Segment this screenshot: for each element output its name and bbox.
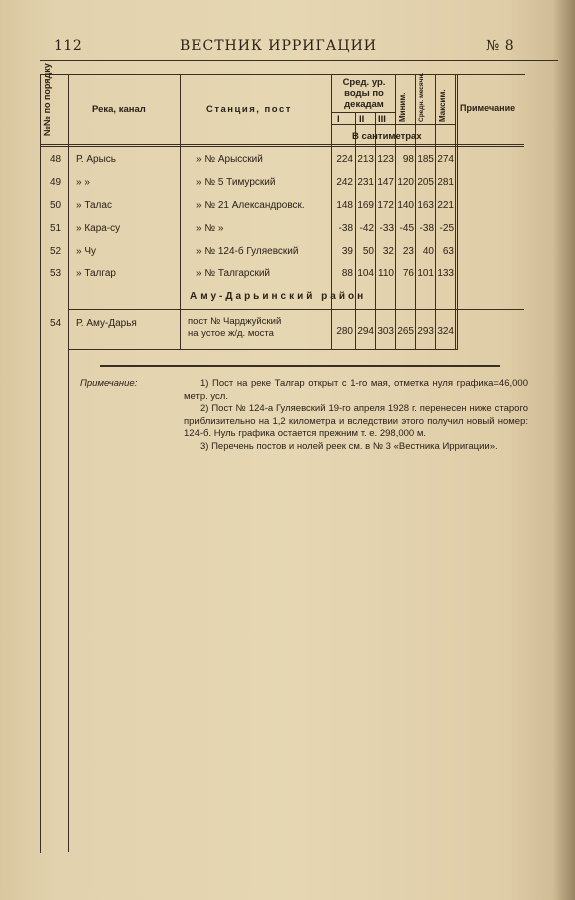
row-decade-2: 231	[357, 177, 374, 188]
header-decade-1: I	[337, 114, 340, 125]
row-station: » № 124-б Гуляевский	[196, 246, 299, 257]
row-decade-3: 123	[377, 154, 394, 165]
row-maximum: 63	[442, 246, 454, 257]
row-decade-3: 172	[377, 200, 394, 211]
row-minimum: 120	[397, 177, 414, 188]
row-minimum: 76	[402, 268, 414, 279]
header-bottom-rule	[40, 146, 524, 147]
row-maximum: 281	[437, 177, 454, 188]
note-1: 1) Пост на реке Талгар открыт с 1-го мая, отметка нуля графика=46,000 метр. усл.	[184, 378, 528, 402]
row-decade-3: 147	[377, 177, 394, 188]
row-number: 49	[50, 177, 62, 188]
row-decade-1: 88	[341, 268, 353, 279]
note-2: 2) Пост № 124-а Гуляевский 19-го апреля 1928 г. перенесен ниже старого приблизительно на 1,2 километра и вследствии этого получил новый номер: 124-б. Нуль графика остается прежним т. е. 298,000 м.	[184, 403, 528, 439]
row-monthly-average: 163	[417, 200, 434, 211]
row-54-river: Р. Аму-Дарья	[76, 318, 137, 329]
header-maximum: Максим.	[438, 89, 447, 122]
row-number: 52	[50, 246, 62, 257]
region-heading: Аму-Дарьинский район	[190, 291, 367, 302]
region-rule	[68, 309, 524, 310]
header-river: Река, канал	[92, 104, 146, 115]
header-monthly-average: Средн. месячн.	[418, 72, 425, 122]
row-station: » № »	[196, 223, 224, 234]
note-3: 3) Перечень постов и нолей реек см. в № 3 «Вестника Ирригации».	[200, 440, 498, 452]
header-note: Примечание	[460, 103, 516, 113]
header-minimum: Миним.	[398, 92, 407, 122]
row-54-decade-2: 294	[357, 326, 374, 337]
decade-rule	[331, 112, 395, 113]
header-units: В сантиметрах	[352, 131, 422, 142]
header-row-number: №№ по порядку	[42, 63, 52, 136]
row-river: » Талгар	[76, 268, 116, 279]
row-monthly-average: 40	[422, 246, 434, 257]
row-54-number: 54	[50, 318, 62, 329]
row-monthly-average: -38	[419, 223, 434, 234]
col-divider	[68, 74, 69, 852]
row-monthly-average: 205	[417, 177, 434, 188]
row-minimum: 98	[402, 154, 414, 165]
row-54-maximum: 324	[437, 326, 454, 337]
row-station: » № Талгарский	[196, 268, 270, 279]
row-station: » № 21 Александровск.	[196, 200, 305, 211]
header-decade-3: III	[378, 114, 386, 125]
row-river: » Кара-су	[76, 223, 121, 234]
row-number: 53	[50, 268, 62, 279]
issue-number: № 8	[486, 38, 515, 54]
row-decade-1: 224	[336, 154, 353, 165]
units-rule	[331, 124, 455, 125]
row-decade-2: 169	[357, 200, 374, 211]
header-station: Станция, пост	[206, 104, 292, 115]
row-maximum: 133	[437, 268, 454, 279]
header-rule	[40, 60, 558, 61]
row-station: » № 5 Тимурский	[196, 177, 276, 188]
row-minimum: -45	[399, 223, 414, 234]
row-maximum: 274	[437, 154, 454, 165]
row-number: 51	[50, 223, 62, 234]
table-end-rule	[68, 349, 457, 350]
row-decade-3: 32	[382, 246, 394, 257]
notes-separator	[100, 365, 500, 367]
row-decade-1: 148	[336, 200, 353, 211]
row-river: » Чу	[76, 246, 97, 257]
row-decade-1: -38	[338, 223, 353, 234]
notes-label: Примечание:	[80, 378, 138, 389]
header-decade-2: II	[359, 114, 365, 125]
notes-body	[184, 378, 528, 453]
row-minimum: 140	[397, 200, 414, 211]
row-decade-1: 39	[341, 246, 353, 257]
header-bottom-rule	[40, 144, 524, 145]
row-54-station-line2: на устое ж/д. моста	[188, 328, 274, 339]
row-river: Р. Арысь	[76, 154, 116, 165]
row-decade-2: -42	[359, 223, 374, 234]
book-spine-shadow	[553, 0, 575, 900]
row-54-station-line1: пост № Чарджуйский	[188, 316, 282, 327]
row-54-decade-1: 280	[336, 326, 353, 337]
row-minimum: 23	[402, 246, 414, 257]
row-decade-2: 50	[362, 246, 374, 257]
journal-title: ВЕСТНИК ИРРИГАЦИИ	[180, 38, 378, 54]
header-average-level: Сред. ур. воды по декадам	[342, 77, 386, 110]
row-river: » »	[76, 177, 90, 188]
page-number: 112	[54, 38, 83, 54]
row-maximum: -25	[439, 223, 454, 234]
row-54-decade-3: 303	[377, 326, 394, 337]
row-decade-3: -33	[379, 223, 394, 234]
row-decade-1: 242	[336, 177, 353, 188]
row-54-minimum: 265	[397, 326, 414, 337]
row-number: 50	[50, 200, 62, 211]
row-monthly-average: 101	[417, 268, 434, 279]
row-54-monthly-average: 293	[417, 326, 434, 337]
row-monthly-average: 185	[417, 154, 434, 165]
row-river: » Талас	[76, 200, 112, 211]
row-decade-2: 104	[357, 268, 374, 279]
row-maximum: 221	[437, 200, 454, 211]
row-number: 48	[50, 154, 62, 165]
row-decade-3: 110	[378, 268, 394, 279]
row-decade-2: 213	[357, 154, 374, 165]
table-frame	[40, 74, 525, 853]
row-station: » № Арысский	[196, 154, 263, 165]
